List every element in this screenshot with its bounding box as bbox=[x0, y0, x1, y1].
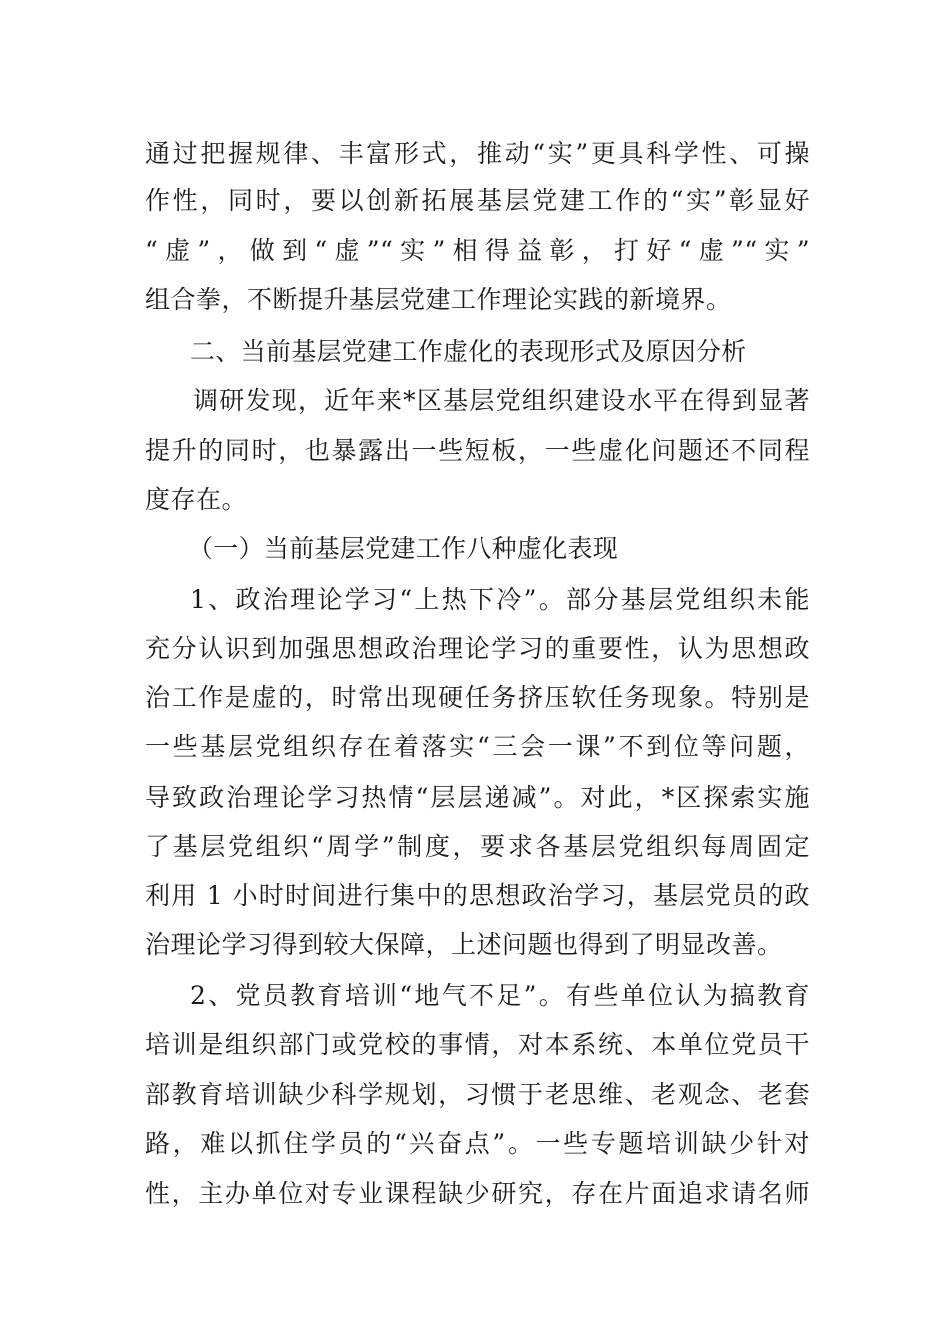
body-line: 调研发现，近年来*区基层党组织建设水平在得到显著 bbox=[193, 386, 810, 415]
body-line: 提升的同时，也暴露出一些短板，一些虚化问题还不同程 bbox=[145, 436, 810, 465]
body-line: 度存在。 bbox=[145, 485, 248, 514]
body-line: 治工作是虚的，时常出现硬任务挤压软任务现象。特别是 bbox=[145, 683, 810, 712]
body-line: 部教育培训缺少科学规划，习惯于老思维、老观念、老套 bbox=[145, 1080, 810, 1109]
body-line: 治理论学习得到较大保障，上述问题也得到了明显改善。 bbox=[145, 930, 783, 959]
subsection-heading: （一）当前基层党建工作八种虚化表现 bbox=[188, 534, 619, 563]
body-line: 性，主办单位对专业课程缺少研究，存在片面追求请名师 bbox=[145, 1179, 810, 1208]
body-line: 了基层党组织“周学”制度，要求各基层党组织每周固定 bbox=[145, 832, 810, 861]
body-line: 导致政治理论学习热情“层层递减”。对此，*区探索实施 bbox=[145, 783, 810, 812]
body-line: 培训是组织部门或党校的事情，对本系统、本单位党员干 bbox=[145, 1030, 810, 1059]
body-line: 组合拳，不断提升基层党建工作理论实践的新境界。 bbox=[145, 285, 732, 314]
body-line: 2、党员教育培训“地气不足”。有些单位认为搞教育 bbox=[190, 981, 810, 1010]
body-line: “虚”，做到“虚”“实”相得益彰，打好“虚”“实” bbox=[145, 236, 810, 265]
body-line: 利用 1 小时时间进行集中的思想政治学习，基层党员的政 bbox=[145, 881, 810, 910]
body-line: 1、政治理论学习“上热下冷”。部分基层党组织未能 bbox=[190, 585, 810, 614]
body-line: 一些基层党组织存在着落实“三会一课”不到位等问题， bbox=[145, 732, 810, 761]
body-line: 充分认识到加强思想政治理论学习的重要性，认为思想政 bbox=[145, 634, 810, 663]
body-line: 作性，同时，要以创新拓展基层党建工作的“实”彰显好 bbox=[145, 186, 810, 215]
section-heading: 二、当前基层党建工作虚化的表现形式及原因分析 bbox=[190, 337, 747, 366]
body-line: 通过把握规律、丰富形式，推动“实”更具科学性、可操 bbox=[145, 139, 810, 168]
body-line: 路，难以抓住学员的“兴奋点”。一些专题培训缺少针对 bbox=[145, 1129, 810, 1158]
